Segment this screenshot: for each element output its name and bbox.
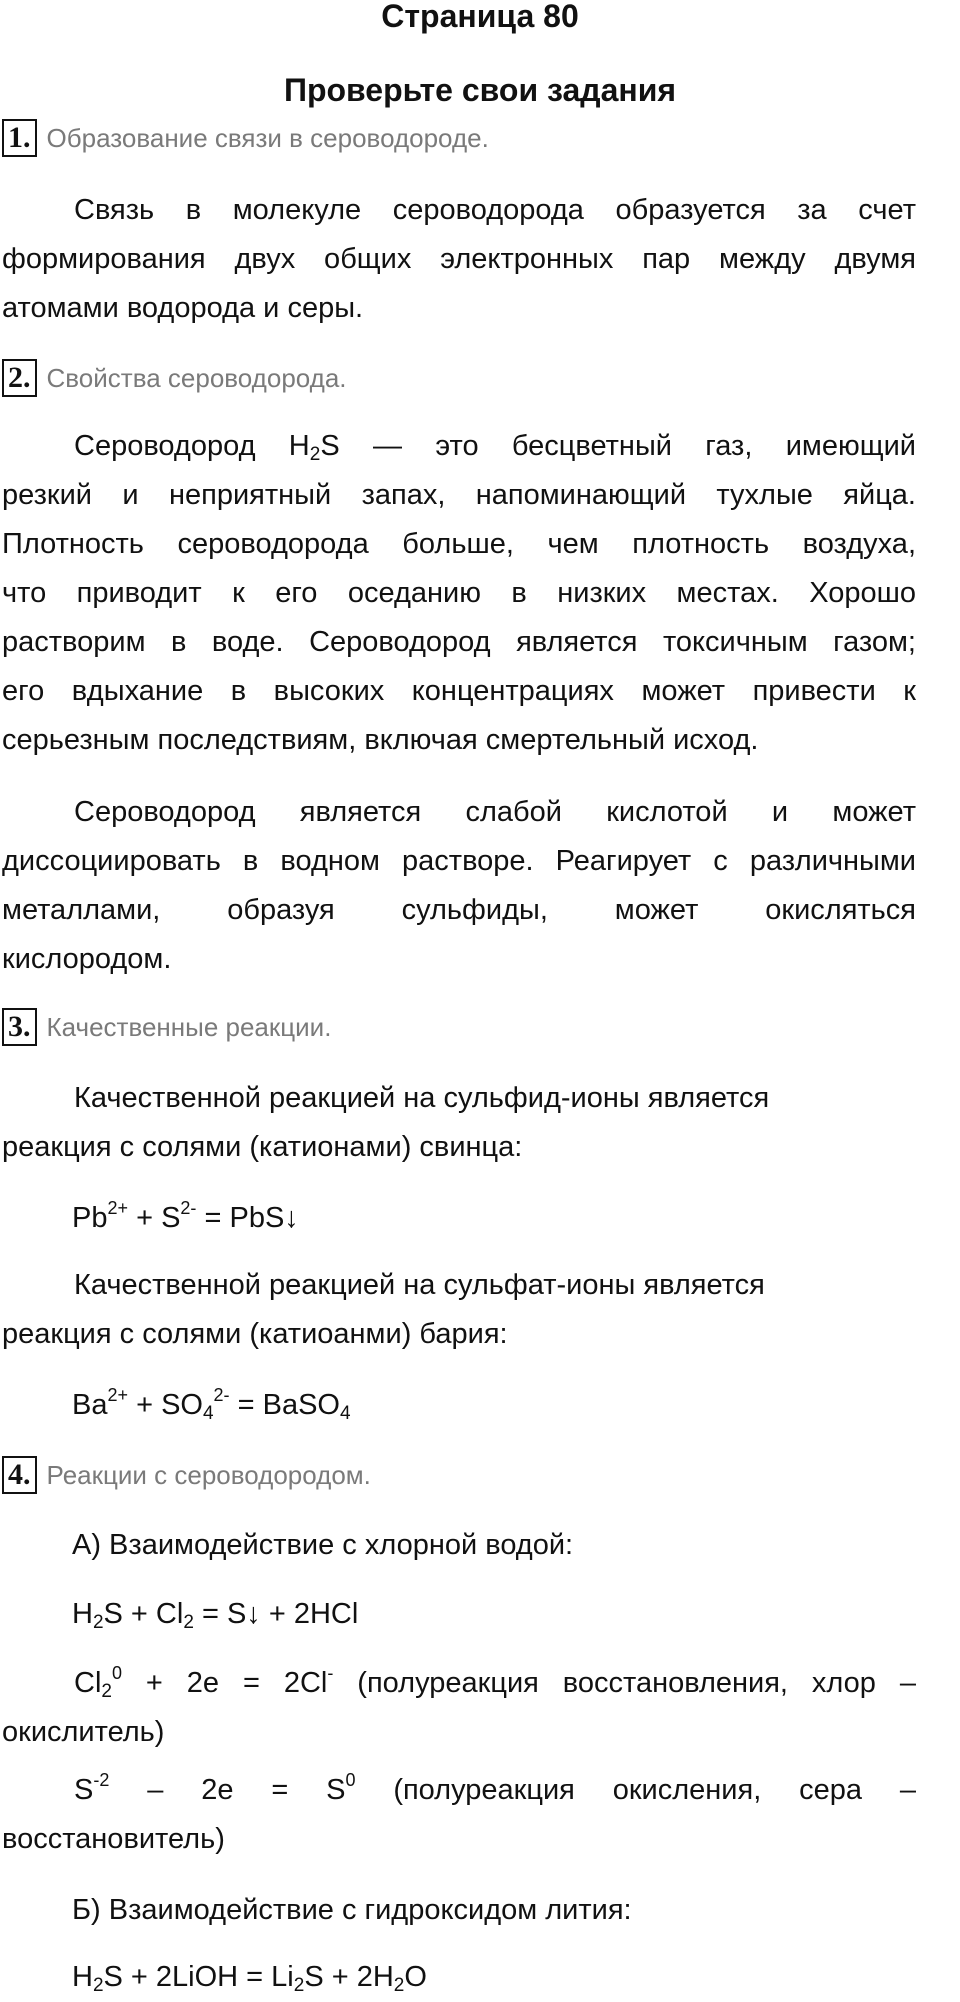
task-3-equation-1: $Pb^{2+} + S^{2-}$ = PbS↓ <box>72 1198 299 1234</box>
task-2-header <box>2 359 347 397</box>
task-2-p2-line-2: диссоциировать в водном растворе. Реагирует с различными <box>2 845 916 877</box>
page-subheading: Проверьте свои задания <box>283 72 677 108</box>
task-2-number: 2. <box>2 359 37 397</box>
task-2-p1-line-1: Сероводород $H_2S$ — это бесцветный газ, имеющий <box>74 430 916 465</box>
task-4-equation-b: $H_2S$ + 2LiOH = $Li_2S + 2H_2O$ <box>72 1961 427 1996</box>
task-2-title: Свойства сероводорода. <box>46 362 347 393</box>
task-2-p2-line-1: Сероводород является слабой кислотой и может <box>74 796 916 828</box>
task-2-p1-line-6: его вдыхание в высоких концентрациях может привести к <box>2 675 916 707</box>
task-1-line-1: Связь в молекуле сероводорода образуется за счет <box>74 194 916 226</box>
task-4-title: Реакции с сероводородом. <box>46 1459 371 1490</box>
task-3-p1-line-1: Качественной реакцией на сульфид-ионы является <box>74 1082 770 1114</box>
task-2-p1-line-7: серьезным последствиям, включая смертельный исход. <box>2 724 759 756</box>
page-heading: Страница 80 <box>381 0 579 34</box>
task-1-number: 1. <box>2 119 37 157</box>
task-2-p2-line-4: кислородом. <box>2 943 172 975</box>
task-1-line-3: атомами водорода и серы. <box>2 292 364 324</box>
task-4-number: 4. <box>2 1456 37 1494</box>
task-3-equation-2: $Ba^{2+} + SO_4^{2-}$ = BaSO$_4$ <box>72 1385 351 1424</box>
task-4-half-reaction-1-line-2: окислитель) <box>2 1716 165 1748</box>
task-1-header <box>2 119 489 157</box>
task-3-title: Качественные реакции. <box>46 1011 332 1042</box>
task-2-p1-line-4: что приводит к его оседанию в низких местах. Хорошо <box>2 577 916 609</box>
task-4-half-reaction-2: $S^{-2} - 2e = S^0$ (полуреакция окисления, сера – <box>74 1770 916 1806</box>
task-2-p2-line-3: металлами, образуя сульфиды, может окисляться <box>2 894 916 926</box>
task-4-equation-a: $H_2S + Cl_2$ = S↓ + 2HCl <box>72 1598 359 1633</box>
task-2-p1-line-3: Плотность сероводорода больше, чем плотность воздуха, <box>2 528 916 560</box>
task-4-part-a-label: А) Взаимодействие с хлорной водой: <box>72 1529 574 1561</box>
task-3-p2-line-2: реакция с солями (катиоанми) бария: <box>2 1318 508 1350</box>
task-3-number: 3. <box>2 1008 37 1046</box>
task-4-header <box>2 1456 371 1494</box>
task-1-line-2: формирования двух общих электронных пар между двумя <box>2 243 916 275</box>
task-1-title: Образование связи в сероводороде. <box>46 122 489 153</box>
task-4-part-b-label: Б) Взаимодействие с гидроксидом лития: <box>72 1894 632 1926</box>
task-4-half-reaction-2-line-2: восстановитель) <box>2 1823 225 1855</box>
task-3-p1-line-2: реакция с солями (катионами) свинца: <box>2 1131 523 1163</box>
task-3-header <box>2 1008 331 1046</box>
task-2-p1-line-5: растворим в воде. Сероводород является токсичным газом; <box>2 626 916 658</box>
task-2-p1-line-2: резкий и неприятный запах, напоминающий тухлые яйца. <box>2 479 916 511</box>
task-4-half-reaction-1: $Cl_2^0 + 2e = 2Cl^-$ (полуреакция восстановления, хлор – <box>74 1663 916 1702</box>
task-3-p2-line-1: Качественной реакцией на сульфат-ионы является <box>74 1269 765 1301</box>
